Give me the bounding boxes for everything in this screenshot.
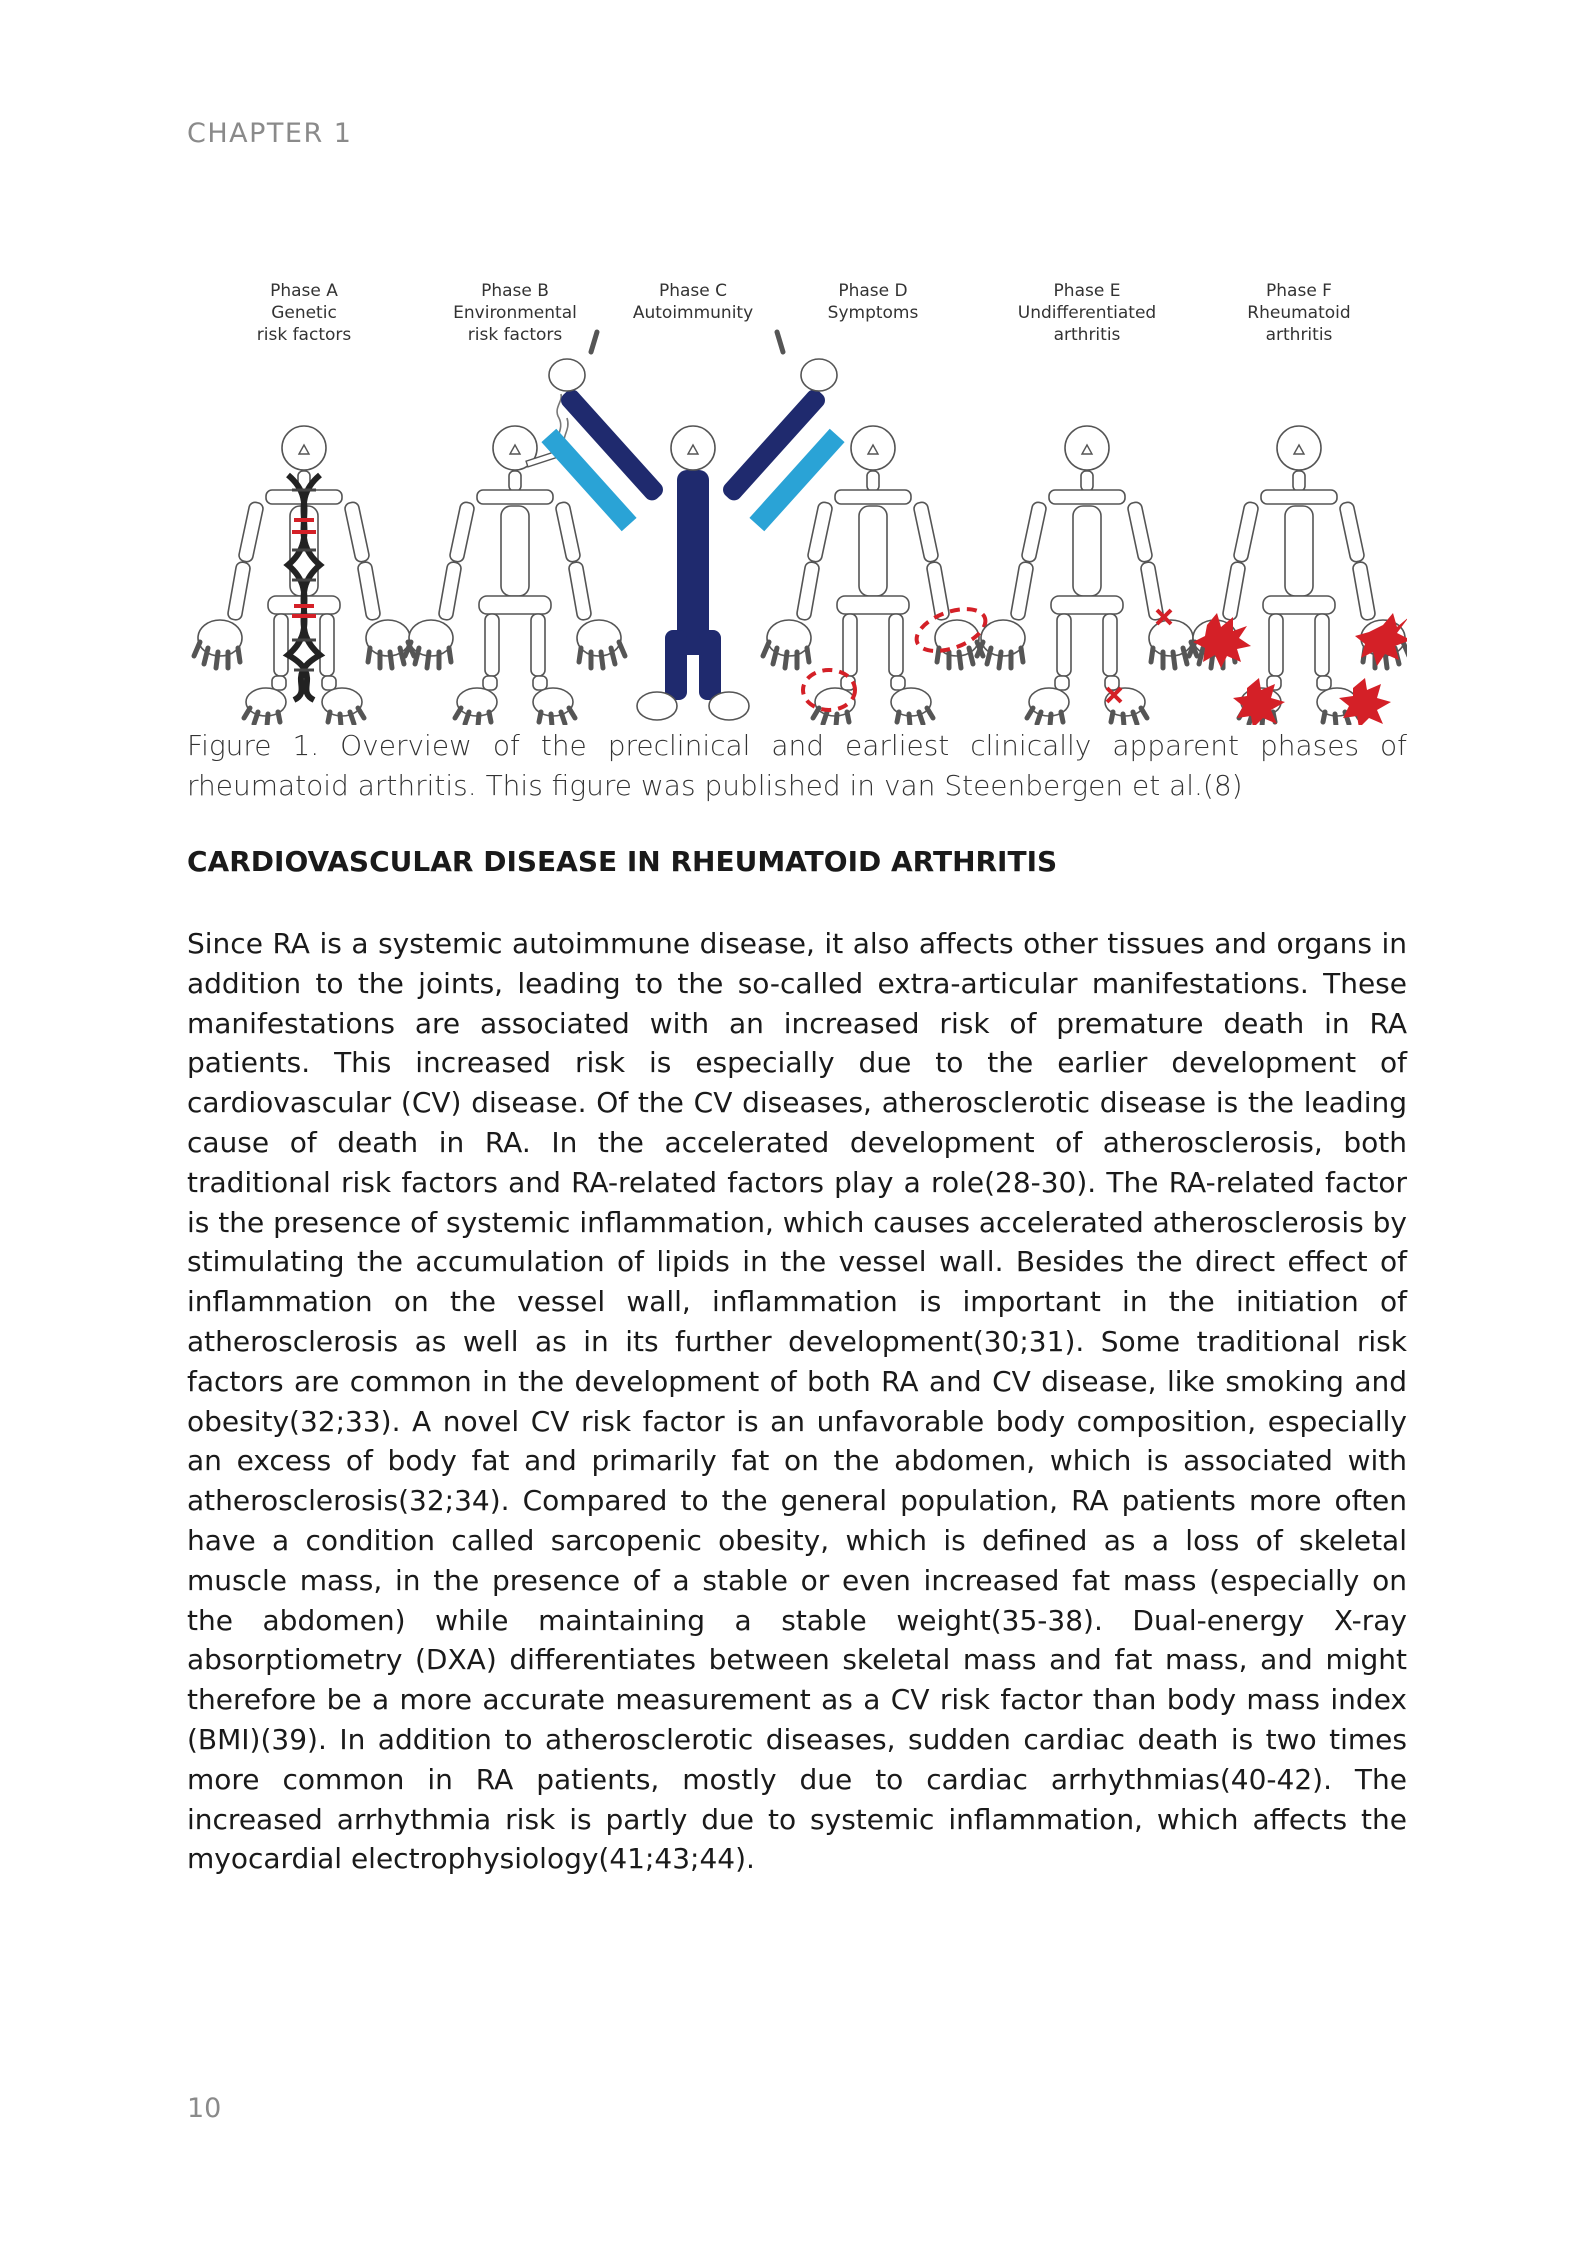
body-paragraph: Since RA is a systemic autoimmune disease, it also affects other tissues and organs in addition to the joints, leading to the so-called extra-articular manifestations. These manifestations are associated with an increased risk of premature death in RA patients. This increased risk is especially due to the earlier development of cardiovascular (CV) disease. Of the CV diseases, atherosclerotic disease is the leading cause of death in RA. In the accelerated development of atherosclerosis, both traditional risk factors and RA-related factors play a role(28-30). The RA-related factor is the presence of systemic inflammation, which causes accelerated atherosclerosis by stimulating the accumulation of lipids in the vessel wall. Besides the direct effect of inflammation on the vessel wall, inflammation is important in the initiation of atherosclerosis as well as in its further development(30;31). Some traditional risk factors are common in the development of both RA and CV disease, like smoking and obesity(32;33). A novel CV risk factor is an unfavorable body composition, especially an excess of body fat and primarily fat on the abdomen, which is associated with atherosclerosis(32;34). Compared to the general population, RA patients more often have a condition called sarcopenic obesity, which is defined as a loss of skeletal muscle mass, in the presence of a stable or even increased fat mass (especially on the abdomen) while maintaining a stable weight(35-38). Dual-energy X-ray absorptiometry (DXA) differentiates between skeletal mass and fat mass, and might therefore be a more accurate measurement as a CV risk factor than body mass index (BMI)(39). In addition to atherosclerotic diseases, sudden cardiac death is two times more common in RA patients, mostly due to cardiac arrhythmias(40-42). The increased arrhythmia risk is partly due to systemic inflammation, which affects the myocardial electrophysiology(41;43;44). [187, 927, 1407, 1876]
figure-caption: Figure 1. Overview of the preclinical and earliest clinically apparent phases of rheumatoid arthritis. This figure was published in van Steenbergen et al.(8) [187, 729, 1407, 802]
phases-illustration [187, 270, 1407, 725]
chapter-label: CHAPTER 1 [187, 118, 353, 149]
svg-text:risk factors: risk factors [256, 325, 352, 345]
svg-text:Phase B: Phase B [481, 281, 549, 301]
phases-figure [187, 270, 1407, 725]
svg-text:arthritis: arthritis [1265, 325, 1333, 345]
phase-b-skeleton [405, 394, 625, 725]
svg-text:Phase E: Phase E [1053, 281, 1121, 301]
svg-text:Environmental: Environmental [453, 303, 577, 323]
phase-a-skeleton [194, 426, 414, 725]
svg-text:Phase D: Phase D [838, 281, 908, 301]
svg-text:Phase A: Phase A [270, 281, 338, 301]
page-number: 10 [187, 2093, 222, 2124]
section-heading: CARDIOVASCULAR DISEASE IN RHEUMATOID ARTHRITIS [187, 845, 1058, 878]
svg-text:risk factors: risk factors [467, 325, 563, 345]
phase-label-c [633, 281, 753, 323]
phase-label-e [1018, 281, 1156, 345]
svg-text:Rheumatoid: Rheumatoid [1247, 303, 1351, 323]
svg-text:Phase F: Phase F [1266, 281, 1332, 301]
phase-label-b [453, 281, 577, 345]
svg-text:Undifferentiated: Undifferentiated [1017, 303, 1157, 323]
svg-text:Phase C: Phase C [658, 281, 728, 301]
phase-f-skeleton [1189, 426, 1407, 725]
svg-text:arthritis: arthritis [1053, 325, 1121, 345]
svg-text:Autoimmunity: Autoimmunity [632, 303, 754, 323]
svg-text:Genetic: Genetic [271, 303, 337, 323]
phase-e-skeleton [977, 426, 1197, 725]
svg-text:Symptoms: Symptoms [827, 303, 919, 323]
phase-label-a [257, 281, 352, 345]
phase-label-d [828, 281, 919, 323]
phase-label-f [1247, 281, 1350, 345]
